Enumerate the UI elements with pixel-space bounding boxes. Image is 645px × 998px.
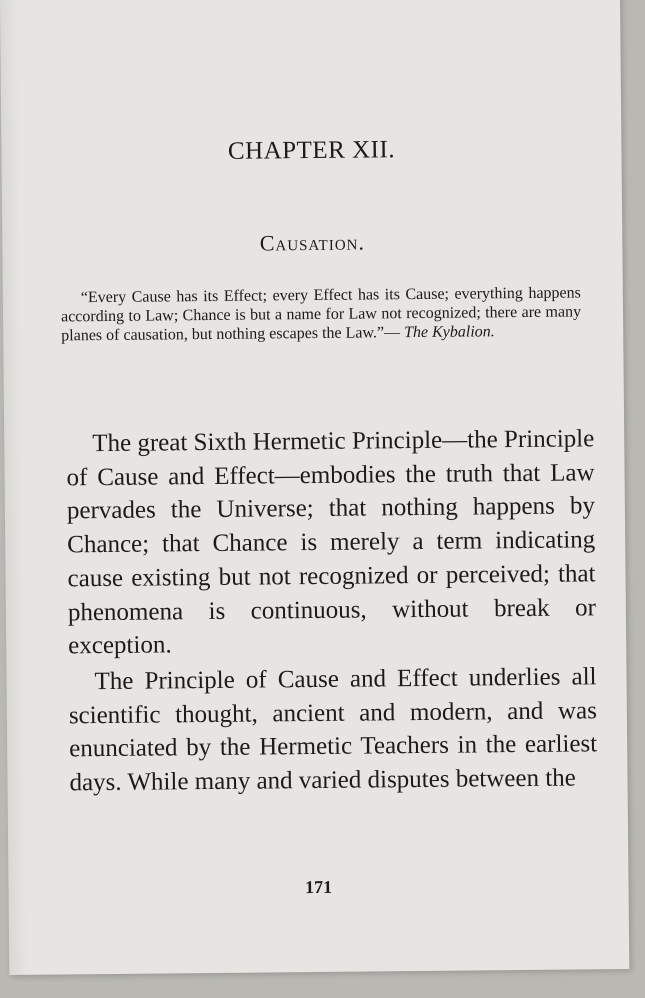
- section-title: Causation.: [259, 229, 366, 256]
- epigraph-attribution: The Kybalion.: [403, 323, 495, 342]
- chapter-heading: CHAPTER XII.: [227, 136, 396, 165]
- paragraph: The great Sixth Hermetic Principle—the Principle of Cause and Effect—embodies the truth that Law pervades the Universe; that nothing happens by Chance; that Chance is merely a term indicating cause existing but not recognized or perceived; that phenomena is continuous, without break or exception.: [66, 425, 596, 660]
- paragraph: The Principle of Cause and Effect underlies all scientific thought, ancient and modern, and was enunciated by the Hermetic Teachers in the earliest days. While many and varied disputes between the: [68, 663, 598, 797]
- page-number: 171: [304, 876, 333, 898]
- epigraph-quote: “Every Cause has its Effect; every Effect has its Cause; everything happens according to Law; Chance is but a name for Law not recognized; there are many planes of causation, but nothing escapes the Law.”—: [60, 284, 582, 345]
- body-text: [66, 422, 598, 800]
- epigraph: [61, 283, 582, 345]
